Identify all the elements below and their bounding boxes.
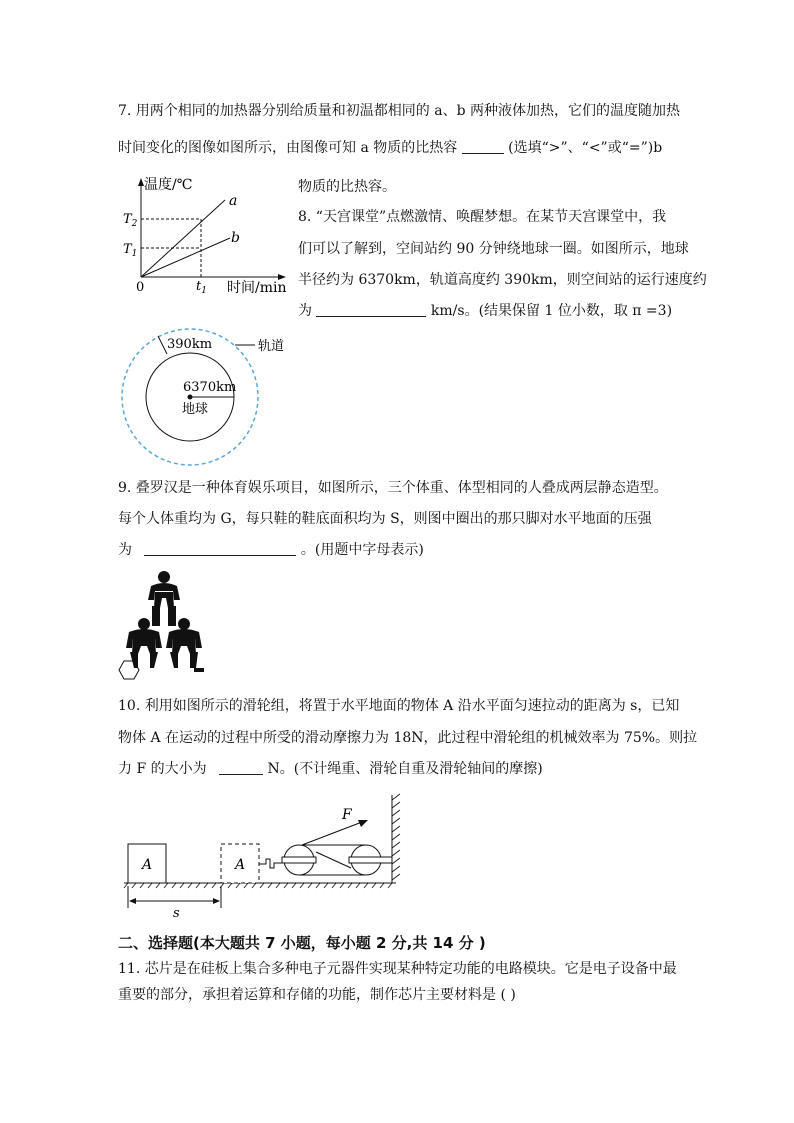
top-person (148, 571, 180, 626)
orbit-label: 轨道 (258, 339, 285, 354)
orbit-height-label: 390km (167, 337, 213, 352)
y-axis-label: 温度/℃ (144, 177, 193, 193)
series-a-label: a (229, 193, 238, 209)
q8-answer-blank[interactable] (316, 302, 426, 317)
q10-line3-text: 力 F 的大小为 (118, 761, 207, 777)
T2-label: $T_2$ (123, 212, 138, 229)
q7-line2-text: 时间变化的图像如图所示，由图像可知 a 物质的比热容 (118, 140, 458, 156)
distance-arrow-left (129, 898, 136, 904)
q8-line4-text: 为 (298, 303, 312, 319)
section-heading: 二、选择题(本大题共 7 小题，每小题 2 分,共 14 分 ) (118, 934, 486, 952)
q10-line1: 10. 利用如图所示的滑轮组，将置于水平地面的物体 A 沿水平面匀速拉动的距离为 s，已知 (118, 698, 680, 714)
q9-line3-tail: 。(用题中字母表示) (300, 542, 424, 558)
block-a-end-label: A (235, 857, 246, 873)
force-arrow-head (358, 820, 368, 827)
q10-line3-tail: N。(不计绳重、滑轮自重及滑轮轴间的摩擦) (267, 761, 543, 777)
orbit-height-pointer (158, 336, 167, 354)
distance-label: s (173, 906, 180, 921)
origin-label: 0 (136, 280, 145, 295)
q8-line4 (298, 302, 672, 320)
orbit-figure (115, 325, 305, 465)
x-axis-label: 时间/min (227, 280, 287, 296)
wall-hatching (392, 794, 400, 880)
q7-line2 (118, 139, 662, 157)
q8-line2: 们可以了解到，空间站约 90 分钟绕地球一圈。如图所示，地球 (298, 241, 689, 257)
q9-line2: 每个人体重均为 G，每只鞋的鞋底面积均为 S，则图中圈出的那只脚对水平地面的压强 (118, 511, 652, 527)
hook (259, 859, 282, 868)
series-b-line (141, 238, 230, 277)
human-pyramid-figure (114, 568, 214, 680)
q7-line1: 7. 用两个相同的加热器分别给质量和初温都相同的 a、b 两种液体加热，它们的温度随加热 (118, 103, 681, 119)
force-label: F (342, 807, 352, 823)
circled-foot-marker (119, 661, 139, 679)
t1-label: $t_1$ (196, 279, 207, 296)
q9-line3-text: 为 (118, 542, 132, 558)
bottom-right-person (166, 618, 204, 672)
q11-line2: 重要的部分，承担着运算和存储的功能，制作芯片主要材料是 ( ) (118, 987, 516, 1003)
q10-answer-blank[interactable] (219, 760, 263, 775)
block-a-start-label: A (142, 857, 153, 873)
series-b-label: b (231, 230, 240, 246)
q9-line1: 9. 叠罗汉是一种体育娱乐项目，如图所示，三个体重、体型相同的人叠成两层静态造型。 (118, 480, 668, 496)
fixed-pulley-axle (349, 857, 392, 863)
q11-line1: 11. 芯片是在硅板上集合多种电子元器件实现某种特定功能的电路模块。它是电子设备中最 (118, 961, 677, 977)
series-a-line (141, 200, 225, 277)
movable-pulley-axle (282, 857, 316, 863)
earth-radius-label: 6370km (183, 380, 237, 395)
q8-line3: 半径约为 6370km，轨道高度约 390km，则空间站的运行速度约 (298, 272, 707, 288)
earth-label: 地球 (182, 402, 209, 417)
q8-line1: 8. “天宫课堂”点燃激情、唤醒梦想。在某节天宫课堂中，我 (298, 209, 667, 225)
q9-line3 (118, 541, 424, 559)
q7-answer-blank[interactable] (462, 139, 504, 154)
q7-line2-options: (选填“>”、“<”或“=”)b (508, 140, 663, 156)
ground-hatching (124, 883, 392, 888)
pulley-figure (120, 790, 410, 920)
rope-diagonal (316, 852, 351, 868)
q8-line4-tail: km/s。(结果保留 1 位小数，取 π =3) (430, 303, 673, 319)
force-arrow-line (302, 822, 362, 845)
distance-arrow-right (213, 898, 220, 904)
q9-answer-blank[interactable] (144, 541, 296, 556)
q7-line3: 物质的比热容。 (298, 179, 396, 195)
q10-line3 (118, 760, 543, 778)
earth-center-dot (188, 395, 193, 400)
T1-label: $T_1$ (123, 242, 138, 259)
temperature-time-graph (110, 170, 300, 300)
q10-line2: 物体 A 在运动的过程中所受的滑动摩擦力为 18N，此过程中滑轮组的机械效率为 75%。则拉 (118, 730, 698, 746)
